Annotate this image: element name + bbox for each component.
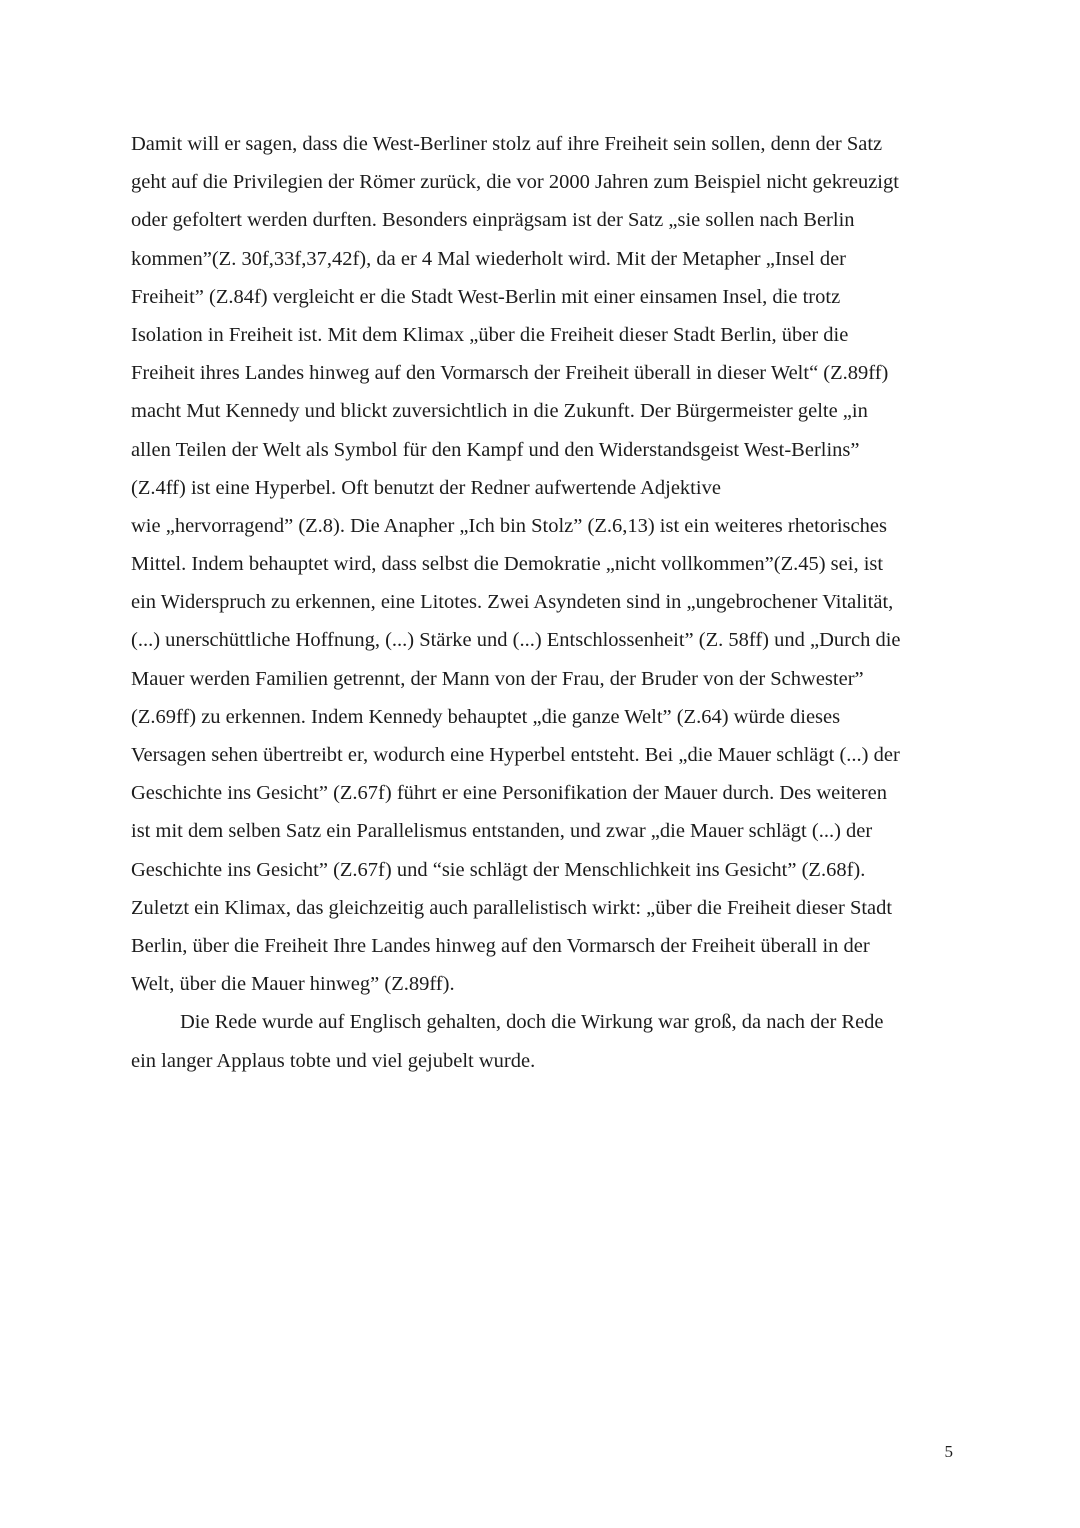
text-line: (Z.4ff) ist eine Hyperbel. Oft benutzt der Redner aufwertende Adjektive <box>131 476 721 499</box>
text-line: allen Teilen der Welt als Symbol für den Kampf und den Widerstandsgeist West-Berlins” <box>131 438 860 461</box>
text-line: Welt, über die Mauer hinweg” (Z.89ff). <box>131 973 455 996</box>
text-line: ein Widerspruch zu erkennen, eine Litotes. Zwei Asyndeten sind in „ungebrochener Vitalität, <box>131 591 894 614</box>
text-line: Mittel. Indem behauptet wird, dass selbst die Demokratie „nicht vollkommen”(Z.45) sei, ist <box>131 553 884 576</box>
text-line: Isolation in Freiheit ist. Mit dem Klimax „über die Freiheit dieser Stadt Berlin, über die <box>131 323 849 346</box>
text-line: Freiheit ihres Landes hinweg auf den Vormarsch der Freiheit überall in dieser Welt“ (Z.89ff) <box>131 362 889 385</box>
paragraph-analysis <box>131 125 961 1003</box>
text-line: ein langer Applaus tobte und viel gejubelt wurde. <box>131 1049 536 1072</box>
text-line: macht Mut Kennedy und blickt zuversichtlich in die Zukunft. Der Bürgermeister gelte „in <box>131 400 868 423</box>
text-line: Versagen sehen übertreibt er, wodurch eine Hyperbel entsteht. Bei „die Mauer schlägt (...) der <box>131 744 900 766</box>
text-line: Freiheit” (Z.84f) vergleicht er die Stadt West-Berlin mit einer einsamen Insel, die trotz <box>131 285 841 308</box>
text-line: oder gefoltert werden durften. Besonders einprägsam ist der Satz „sie sollen nach Berlin <box>131 209 855 232</box>
body-text <box>131 125 961 1080</box>
text-line: kommen”(Z. 30f,33f,37,42f), da er 4 Mal wiederholt wird. Mit der Metapher „Insel der <box>131 247 846 270</box>
text-line: Mauer werden Familien getrennt, der Mann von der Frau, der Bruder von der Schwester” <box>131 667 864 690</box>
text-line: Die Rede wurde auf Englisch gehalten, doch die Wirkung war groß, da nach der Rede <box>180 1011 884 1034</box>
text-line: (Z.69ff) zu erkennen. Indem Kennedy behauptet „die ganze Welt” (Z.64) würde dieses <box>131 705 841 728</box>
text-line: wie „hervorragend” (Z.8). Die Anapher „Ich bin Stolz” (Z.6,13) ist ein weiteres rhetorisches <box>131 514 887 537</box>
page-number: 5 <box>944 1442 953 1461</box>
text-line: Zuletzt ein Klimax, das gleichzeitig auch parallelistisch wirkt: „über die Freiheit dieser Stadt <box>131 896 893 919</box>
text-line: Geschichte ins Gesicht” (Z.67f) und “sie schlägt der Menschlichkeit ins Gesicht” (Z.68f). <box>131 858 866 881</box>
text-line: Berlin, über die Freiheit Ihre Landes hinweg auf den Vormarsch der Freiheit überall in der <box>131 934 870 957</box>
text-line: Geschichte ins Gesicht” (Z.67f) führt er eine Personifikation der Mauer durch. Des weiteren <box>131 782 887 805</box>
paragraph-conclusion <box>131 1003 961 1079</box>
text-line: (...) unerschüttliche Hoffnung, (...) Stärke und (...) Entschlossenheit” (Z. 58ff) und „Durch die <box>131 629 901 652</box>
text-line: geht auf die Privilegien der Römer zurück, die vor 2000 Jahren zum Beispiel nicht gekreuzigt <box>131 171 899 194</box>
text-line: ist mit dem selben Satz ein Parallelismus entstanden, und zwar „die Mauer schlägt (...) der <box>131 820 873 843</box>
text-line: Damit will er sagen, dass die West-Berliner stolz auf ihre Freiheit sein sollen, denn der Satz <box>131 133 883 155</box>
